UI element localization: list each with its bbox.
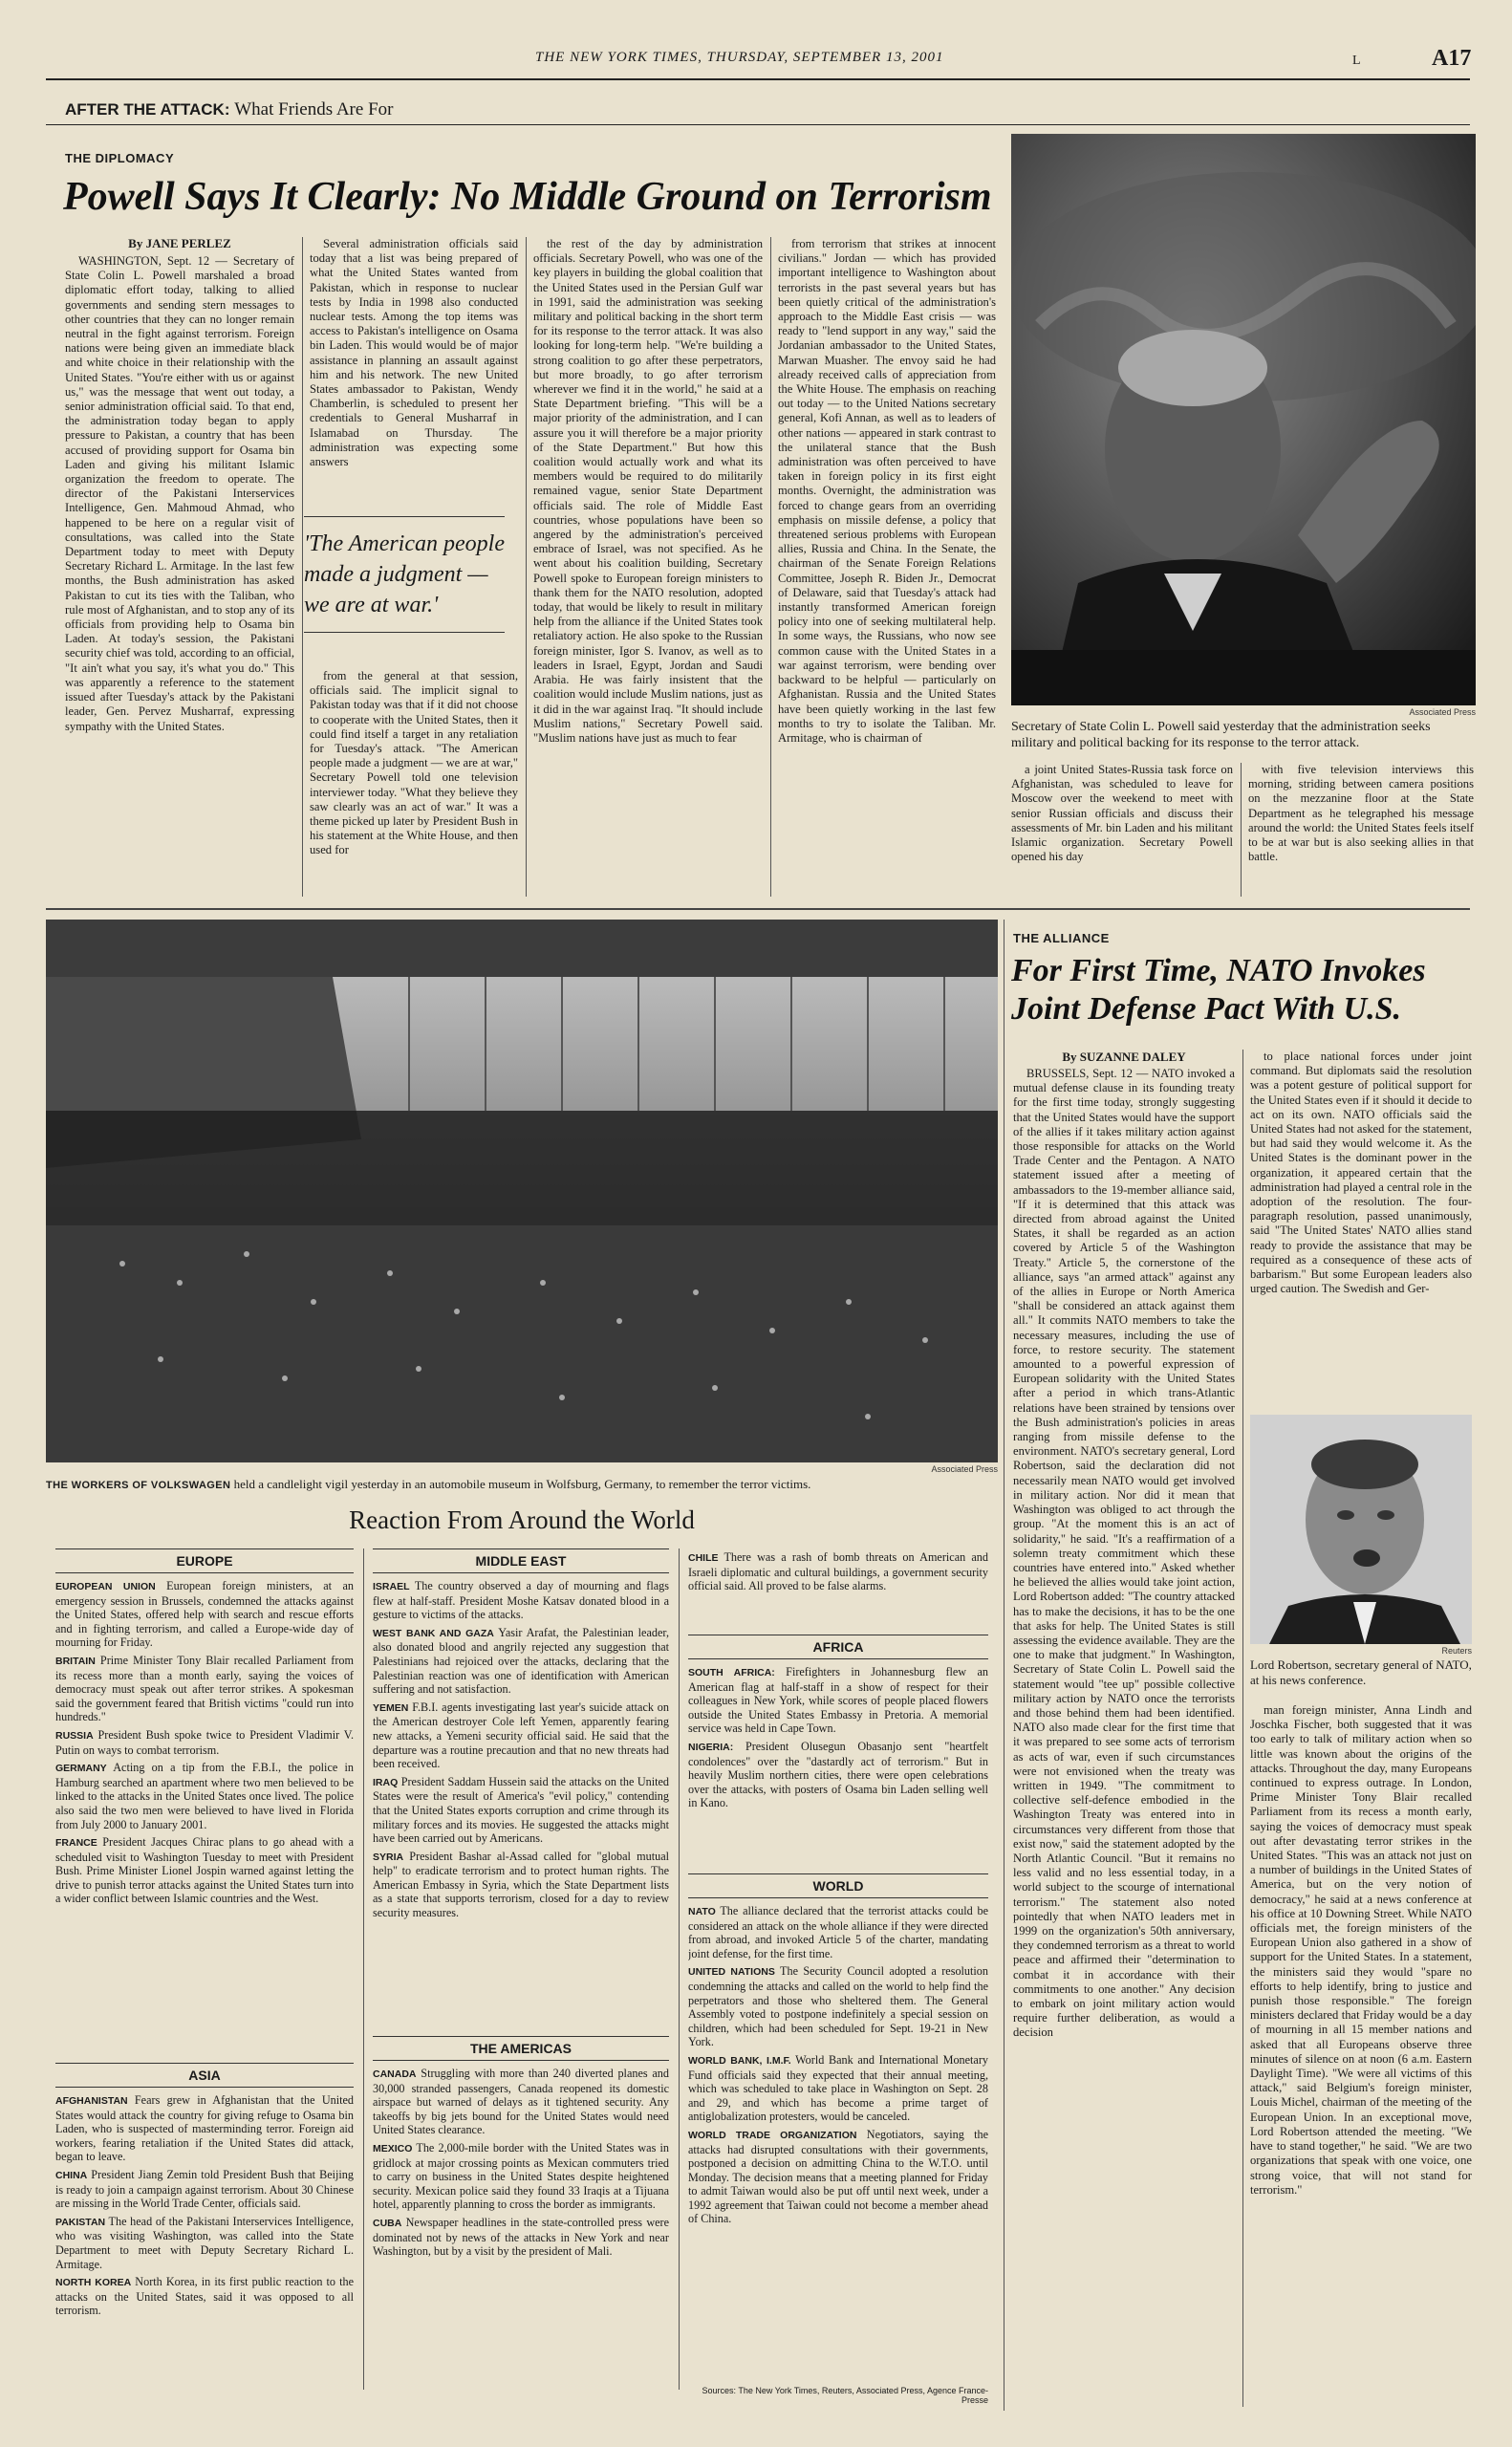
list-item — [373, 1626, 669, 1697]
item-text: F.B.I. agents investigating last year's suicide attack on the American destroyer Cole left Yemen, apparently fearing new attacks, a Yemeni security official said. He said that the departure was a routine precaution and that no new threats had been received. — [373, 1700, 669, 1771]
item-lead: WORLD BANK, I.M.F. — [688, 2054, 791, 2067]
section-rule — [46, 908, 1470, 910]
nato-column-2-bottom-text: man foreign minister, Anna Lindh and Joschka Fischer, both suggested that it was too early to talk of military action when so little was known about the origins of the attacks. Throughout the day, many Europeans continued to express outrage. In London, Prime Minister Tony Blair recalled Parliament from its recess a month early, saying the voices of democracy must speak out after devastating terror strikes in the United States. "This was an attack not just on a number of buildings in the United States of America, but on the very notion of democracy," he said at a news conference at his office at 10 Downing Street. While NATO officials met, the foreign ministers of the European Union also gathered in a show of support for the United States. In a statement, the ministers said they would "spare no efforts to help identify, bring to justice and punish those responsible." The foreign ministers declared that Friday would be a day of mourning in all 15 member nations and asked that all Europeans observe three minutes of silence on at noon (6 a.m. Eastern Daylight Time). "We were all victims of this attack," said Belgium's foreign minister, Louis Michel, chairman of the meeting of the European Union. In an exceptional move, Lord Robertson attended the meeting. "We have to stand together," he said. "We are two organizations that speak with one voice, one strong voice, that will not stand for terrorism." — [1250, 1703, 1472, 2197]
item-text: Struggling with more than 240 diverted planes and 30,000 stranded passengers, Canada reopened its domestic airspace but warned of delays as it tightened security. Any takeoffs by big jets bound for the United States would need United States clearance. — [373, 2067, 669, 2137]
list-item — [55, 1761, 354, 1831]
list-item — [373, 1850, 669, 1920]
nato-column-2-top — [1250, 1050, 1472, 1403]
vigil-photo-art — [46, 920, 998, 1462]
item-text: President Jacques Chirac plans to go ahead with a scheduled visit to Washington Tuesday to meet with President Bush. Prime Minister Lionel Jospin warned against letting the drive to punish terror attacks against the United States turn into a wider conflict between Islamic countries and the West. — [55, 1835, 354, 1906]
africa-title: AFRICA — [688, 1635, 988, 1659]
powell-column-6-text: with five television interviews this morning, striding between camera positions on the mezzanine floor at the State Department as he telegraphed his message around the world: the United States feels itself to be at war but is also seeking allies in that battle. — [1248, 763, 1474, 864]
item-lead: SYRIA — [373, 1851, 404, 1863]
reaction-title: Reaction From Around the World — [349, 1505, 695, 1534]
chile-item — [688, 1550, 988, 1636]
list-item — [55, 1654, 354, 1724]
list-item — [373, 1579, 669, 1622]
nato-headline: For First Time, NATO Invokes Joint Defense Pact With U.S. — [1011, 953, 1426, 1027]
banner-title: What Friends Are For — [234, 99, 394, 119]
item-lead: RUSSIA — [55, 1729, 94, 1742]
list-item — [55, 2275, 354, 2318]
item-text: Prime Minister Tony Blair recalled Parliament from its recess more than a month early, saying the voices of democracy must speak out after terror strikes. A spokesman said the government feared that British victims "could run into hundreds." — [55, 1653, 354, 1724]
banner-kicker-lead: AFTER THE ATTACK: — [65, 100, 230, 119]
running-head: THE NEW YORK TIMES, THURSDAY, SEPTEMBER 13, 2001 — [535, 50, 944, 65]
powell-column-1 — [65, 254, 294, 893]
powell-headline: Powell Says It Clearly: No Middle Ground on Terrorism — [63, 175, 992, 219]
nato-byline: By SUZANNE DALEY — [1062, 1050, 1186, 1064]
asia-title: ASIA — [55, 2063, 354, 2088]
list-item — [688, 1550, 988, 1593]
powell-photo-credit: Associated Press — [1409, 707, 1476, 717]
item-lead: NIGERIA: — [688, 1741, 734, 1753]
list-item — [688, 2053, 988, 2124]
list-item — [688, 2128, 988, 2226]
powell-column-2-bottom-text: from the general at that session, officials said. The implicit signal to Pakistan today was that if it did not choose to cooperate with the United States, then it could find itself a target in any retaliation for Tuesday's attack. "The American people made a judgment — we are at war," Secretary Powell told one television interviewer today. "What they believe they saw clearly was an act of war." It was a theme picked up later by President Bush in his statement at the White House, and then used for — [310, 669, 518, 857]
powell-column-6 — [1248, 763, 1474, 897]
list-item — [373, 1775, 669, 1846]
banner-rule — [46, 124, 1470, 125]
powell-column-2-top — [310, 237, 518, 505]
masthead-rule — [46, 78, 1470, 80]
powell-photo-art — [1011, 134, 1476, 705]
column-divider — [526, 237, 527, 897]
section-label-diplomacy: THE DIPLOMACY — [65, 151, 175, 165]
item-text: President Saddam Hussein said the attacks on the United States were the result of America's "evil policy," contending that the United States exports corruption and crime through its military forces and its movies. He suggested the attacks might have been carried out by Americans. — [373, 1774, 669, 1846]
item-text: The country observed a day of mourning and flags flew at half-staff. President Moshe Katsav donated blood in a gesture to victims of the attacks. — [373, 1579, 669, 1622]
item-lead: CANADA — [373, 2068, 417, 2080]
world-items — [688, 1904, 988, 2382]
africa-items — [688, 1665, 988, 1866]
middle-east-title: MIDDLE EAST — [373, 1548, 669, 1573]
section-label-alliance: THE ALLIANCE — [1013, 931, 1110, 945]
item-lead: PAKISTAN — [55, 2216, 106, 2228]
powell-column-3 — [533, 237, 763, 893]
powell-column-5-text: a joint United States-Russia task force on Afghanistan, was scheduled to leave for Moscow over the weekend to meet with senior Russian officials and discuss their assessments of Mr. bin Laden and his militant Islamic organization. Secretary Powell opened his day — [1011, 763, 1233, 864]
list-item — [373, 2141, 669, 2212]
vigil-photo — [46, 920, 998, 1462]
robertson-photo — [1250, 1415, 1472, 1644]
item-text: European foreign ministers, at an emergency session in Brussels, condemned the attacks against the United States, offered help with search and rescue efforts and in fighting terrorism, and called a Europe-wide day of mourning for Friday. — [55, 1579, 354, 1650]
sources-line: Sources: The New York Times, Reuters, Associated Press, Agence France-Presse — [702, 2386, 988, 2405]
asia-items — [55, 2093, 354, 2380]
column-divider — [1242, 1050, 1243, 2407]
powell-column-3-text: the rest of the day by administration officials. Secretary Powell, who was one of the key players in building the global coalition that the United States used in the Persian Gulf war in 1991, said the administration was seeking military and political backing in the short term for its response to the terror attack. It was also looking for long-term help. "We're building a strong coalition to go after these perpetrators, but more broadly, to go after terrorism wherever we find it in the world," he said at a State Department briefing. "This will be a major priority of the administration, and I can assure you it will therefore be a major priority of the State Department." But how this coalition would actually work and what its members would be required to do militarily remained vague, senior State Department officials said. The role of Middle East countries, whose populations have been so angered by the administration's perceived embrace of Israel, was not specified. As he went about his coalition building, Secretary Powell spoke to European foreign ministers to thank them for the NATO resolution, adopted today, that would be likely to result in military help from the alliance if the United States took retaliatory action. He also spoke to the Russian foreign minister, Igor S. Ivanov, as well as to leaders in Israel, Egypt, Jordan and Saudi Arabia. He was fairly insistent that the coalition would include Muslim nations, just as it did in the war against Iraq. "It should include Muslim nations," Secretary Powell said. "Muslim nations have just as much to fear — [533, 237, 763, 745]
item-text: The alliance declared that the terrorist attacks could be considered an attack on the whole alliance if they were directed from abroad, and invoked Article 5 of the charter, mandating joint defense, for the first time. — [688, 1904, 988, 1960]
item-lead: YEMEN — [373, 1701, 409, 1714]
americas-title: THE AMERICAS — [373, 2036, 669, 2061]
pull-quote: 'The American people made a judgment — we are at war.' — [304, 516, 505, 633]
item-lead: WORLD TRADE ORGANIZATION — [688, 2129, 857, 2141]
powell-column-1-text: WASHINGTON, Sept. 12 — Secretary of State Colin L. Powell marshaled a broad diplomatic effort today, talking to allied governments and sending stern messages to other countries that they can no longer remain neutral in the fight against terrorism. Foreign nations were being given an immediate black and white choice in their relationship with the United States. "You're either with us or against us," was the message that went out today, a senior administration official said. To that end, the administration today began to apply pressure to Pakistan, a country that has been accused of providing support for Osama bin Laden and giving his militant Islamic organization the freedom to operate. The director of the Pakistani Interservices Intelligence, Gen. Mahmoud Ahmad, who happened to be here on a regular visit of consultations, was called into the State Department today to meet with Deputy Secretary Richard L. Armitage. In the last few months, the Bush administration has asked Pakistan to cut its ties with the Taliban, who rule most of Afghanistan, and to stop any of its officials from providing help to Osama bin Laden. At today's session, the Pakistani security chief was told, according to an official, "It ain't what you say, it's what you do." This was apparently a reference to the statement issued after Tuesday's attack by the Pakistani leader, Gen. Pervez Musharraf, expressing sympathy with the United States. — [65, 254, 294, 733]
powell-column-2-top-text: Several administration officials said today that a list was being prepared of what the United States wanted from Pakistan, which in response to nuclear tests by India in 1998 also conducted nuclear tests. Among the top items was access to Pakistan's intelligence on Osama bin Laden. This would would be of major assistance in planning an assault against him and his network. The new United States ambassador to Pakistan, Wendy Chamberlin, is scheduled to present her credentials to General Musharraf in Islamabad on Thursday. The administration was expecting some answers — [310, 237, 518, 469]
powell-column-4 — [778, 237, 996, 893]
vigil-caption-text: held a candlelight vigil yesterday in an automobile museum in Wolfsburg, Germany, to remember the terror victims. — [230, 1477, 811, 1491]
list-item — [55, 1728, 354, 1757]
robertson-photo-credit: Reuters — [1441, 1646, 1472, 1656]
item-lead: CHINA — [55, 2169, 88, 2181]
europe-title: EUROPE — [55, 1548, 354, 1573]
item-lead: FRANCE — [55, 1837, 97, 1850]
vigil-photo-credit: Associated Press — [931, 1464, 998, 1474]
robertson-photo-art — [1250, 1415, 1472, 1644]
powell-column-5 — [1011, 763, 1233, 897]
vigil-caption — [46, 1476, 998, 1494]
column-divider — [770, 237, 771, 897]
list-item — [688, 1904, 988, 1960]
item-text: President Olusegun Obasanjo sent "heartfelt condolences" over the "dastardly act of terrorism." But in heavily Muslim northern cities, there were open celebrations over the attacks, with posters of Osama bin Laden selling well in Kano. — [688, 1739, 988, 1810]
item-lead: NORTH KOREA — [55, 2277, 132, 2289]
section-letter: L — [1352, 54, 1361, 68]
powell-column-2-bottom — [310, 669, 518, 893]
powell-photo — [1011, 134, 1476, 705]
list-item — [373, 1700, 669, 1771]
middle-east-items — [373, 1579, 669, 2028]
column-divider — [1241, 763, 1242, 897]
item-lead: CHILE — [688, 1552, 719, 1564]
americas-items — [373, 2067, 669, 2382]
item-text: Acting on a tip from the F.B.I., the police in Hamburg searched an apartment where two men believed to be linked to the attacks in the United States once lived. The police also said the two men were believed to have lived in Florida from July 2000 to January 2001. — [55, 1761, 354, 1831]
list-item — [55, 2168, 354, 2211]
item-lead: UNITED NATIONS — [688, 1966, 775, 1979]
column-divider — [302, 237, 303, 897]
vigil-caption-lead: THE WORKERS OF VOLKSWAGEN — [46, 1480, 231, 1491]
item-lead: EUROPEAN UNION — [55, 1581, 156, 1592]
item-lead: WEST BANK AND GAZA — [373, 1627, 494, 1639]
list-item — [688, 1740, 988, 1810]
item-lead: AFGHANISTAN — [55, 2095, 128, 2107]
banner-kicker — [65, 99, 393, 120]
item-text: North Korea, in its first public reaction to the attacks on the United States, said it was opposed to all terrorism. — [55, 2275, 354, 2318]
column-divider — [363, 1548, 364, 2390]
item-lead: SOUTH AFRICA: — [688, 1667, 775, 1678]
nato-column-2-bottom — [1250, 1703, 1472, 2409]
list-item — [373, 2067, 669, 2137]
list-item — [55, 2093, 354, 2164]
column-divider — [679, 1548, 680, 2390]
item-text: World Bank and International Monetary Fund officials said they expected that their annual meeting, which was scheduled to take place in Washington on Sept. 28 and 29, and which has become a prime target of antiglobalization protesters, would be canceled. — [688, 2052, 988, 2124]
item-text: The Security Council adopted a resolution condemning the attacks and called on the world to help find the perpetrators and those who sheltered them. The General Assembly voted to postpone indefinitely a special session on children, which had been scheduled for Sept. 19-21 in New York. — [688, 1964, 988, 2049]
nato-column-1-text: BRUSSELS, Sept. 12 — NATO invoked a mutual defense clause in its founding treaty for the first time today, strongly suggesting that the United States would have the support of the allies if it takes military action against those responsible for attacks on the World Trade Center and the Pentagon. A NATO statement issued after a meeting of ambassadors to the 19-member alliance said, "If it is determined that this attack was directed from abroad against the United States, it shall be regarded as an action covered by Article 5 of the Washington Treaty." Article 5, the cornerstone of the alliance, says "an armed attack" against any of the allies in Europe or North America "shall be considered an attack against them all." It commits NATO members to take the necessary measures, including the use of force, to restore security. The statement amounted to a powerful expression of European solidarity with the United States after a period in which trans-Atlantic relations have been strained by tensions over the Bush administration's policies in areas ranging from missile defense to the environment. NATO's secretary general, Lord Robertson, said the declaration did not necessarily mean NATO would get involved in military action. Nor did it mean that Washington was obliged to act through the group. "At the moment this is an act of solidarity," he said. "It's a reaffirmation of a solemn treaty commitment which these countries have entered into." Asked whether he believed the allies would take joint action, Lord Robertson added: "The country attacked has to make the decisions, it has to be the one that asks for help. The United States is still assessing the evidence available. They are the one to make that judgment." In Washington, Secretary of State Colin L. Powell said the statement would "tee up" possible collective military action by NATO once the terrorists and those behind them had been identified. NATO also made clear for the first time that it was prepared to see some acts of terrorism as acts of war, even if such circumstances were not envisioned when the treaty was written in 1949. "The commitment to collective self-defence embodied in the Washington Treaty was entered into in circumstances very different from those that exist now," said the statement adopted by the North Atlantic Council. "But it remains no less valid and no less essential today, in a world subject to the scourge of international terrorism." The statement also noted pointedly that when NATO leaders met in 1999 on the organization's 50th anniversary, they condemned terrorism as a threat to world peace and affirmed their "determination to combat it in accordance with their commitments to one another." Any decision to embark on joint military action would require further deliberation, as would a decision — [1013, 1067, 1235, 2040]
powell-column-4-text: from terrorism that strikes at innocent civilians." Jordan — which has provided important intelligence to Washington about terrorists in the past several years but has been quietly critical of the administration's approach to the Middle East crisis — was ready to "lend support in any way," said the Jordanian ambassador to the United States, Marwan Muasher. The envoy said he had already received calls of appreciation from the White House. The emphasis on reaching out today — to the United Nations secretary general, Kofi Annan, as well as to leaders of other nations — appeared in stark contrast to the unilateral stance that the Bush administration was often perceived to have taken in foreign policy in its first eight months. Overnight, the administration was forced to change gears from an overriding emphasis on missile defense, a policy that threatened serious problems with European allies, Russia and China. In the Senate, the chairman of the Senate Foreign Relations Committee, Joseph R. Biden Jr., Democrat of Delaware, said that Tuesday's attack had instantly transformed American foreign policy into one of seeking multilateral help. In some ways, the Russians, who now see common cause with the United States in a war against terrorism, were bending over backward to be helpful — particularly on Afghanistan. Russia and the United States have been quietly working in the last few months to try to isolate the Taliban. Mr. Armitage, who is chairman of — [778, 237, 996, 745]
world-title: WORLD — [688, 1873, 988, 1898]
item-lead: CUBA — [373, 2217, 402, 2229]
item-text: Yasir Arafat, the Palestinian leader, also donated blood and angrily rejected any suggestion that Palestinians had rejoiced over the attacks, declaring that the Palestinian reaction was one of identification with American suffering and not satisfaction. — [373, 1625, 669, 1697]
item-text: There was a rash of bomb threats on American and Israeli diplomatic and cultural buildings, a government security official said. All proved to be false alarms. — [688, 1550, 988, 1593]
list-item — [373, 2216, 669, 2259]
item-lead: MEXICO — [373, 2142, 413, 2155]
europe-items — [55, 1579, 354, 2057]
item-text: President Bashar al-Assad called for "global mutual help" to eradicate terrorism and to protect human rights. The American Embassy in Syria, which the State Department lists as a state that supports terrorism, closed for a day to review security measures. — [373, 1849, 669, 1920]
nato-column-1 — [1013, 1067, 1235, 2409]
powell-photo-caption: Secretary of State Colin L. Powell said yesterday that the administration seeks military and political backing for its response to the terror attack. — [1011, 720, 1431, 750]
item-lead: GERMANY — [55, 1763, 107, 1775]
item-lead: IRAQ — [373, 1776, 399, 1788]
list-item — [55, 1579, 354, 1650]
powell-byline: By JANE PERLEZ — [128, 236, 231, 250]
item-text: Fears grew in Afghanistan that the United States would attack the country for giving refuge to Osama bin Laden, who is suspected of masterminding terror. Foreign aid workers, fearing retaliation if the United States did attack, began to leave. — [55, 2093, 354, 2164]
list-item — [688, 1665, 988, 1736]
item-text: Negotiators, saying the attacks had disrupted consultations with their governments, postponed a decision on admitting China to the W.T.O. until Monday. The decision means that a meeting planned for Friday to admit Taiwan would also be put off until next week, under a 1992 agreement that Taiwan could not become a member ahead of China. — [688, 2127, 988, 2226]
item-text: The 2,000-mile border with the United States was in gridlock at major crossing points as Mexican commuters tried to carry on business in the United States despite heightened security. Mexican police said they found 33 Iraqis at a Tijuana hotel, apparently planning to cross the border as immigrants. — [373, 2140, 669, 2212]
item-lead: NATO — [688, 1906, 716, 1917]
list-item — [55, 2215, 354, 2271]
list-item — [55, 1835, 354, 1906]
item-text: President Jiang Zemin told President Bush that Beijing is ready to join a campaign against terrorism. About 30 Chinese are missing in the World Trade Center, officials said. — [55, 2167, 354, 2211]
robertson-photo-caption: Lord Robertson, secretary general of NATO, at his news conference. — [1250, 1657, 1472, 1687]
item-text: The head of the Pakistani Interservices Intelligence, who was visiting Washington, was called into the State Department to meet with Deputy Secretary Richard L. Armitage. — [55, 2214, 354, 2271]
item-lead: BRITAIN — [55, 1655, 96, 1667]
nato-column-2-top-text: to place national forces under joint command. But diplomats said the resolution was a potent gesture of political support for the United States even if it should it decide to act on its own. NATO officials said the United States had not asked for the statement, but had said they would welcome it. As the United States is the dominant power in the organization, it appeared certain that the administration had played a central role in the adoption of the resolution. The four-paragraph resolution, passed unanimously, said "The United States' NATO allies stand ready to provide the assistance that may be required as a consequence of these acts of barbarism." But some European leaders also urged caution. The Swedish and Ger- — [1250, 1050, 1472, 1296]
item-text: Firefighters in Johannesburg flew an American flag at half-staff in a show of respect for their colleagues in New York, while scores of people placed flowers outside the United States Embassy in Pretoria. A memorial service was held in Cape Town. — [688, 1665, 988, 1736]
item-lead: ISRAEL — [373, 1581, 410, 1592]
item-text: President Bush spoke twice to President Vladimir V. Putin on ways to combat terrorism. — [55, 1727, 354, 1757]
item-text: Newspaper headlines in the state-controlled press were dominated not by news of the attacks in New York and near Washington, but by a visit by the president of Mali. — [373, 2215, 669, 2259]
list-item — [688, 1964, 988, 2049]
page-number: A17 — [1432, 46, 1472, 71]
